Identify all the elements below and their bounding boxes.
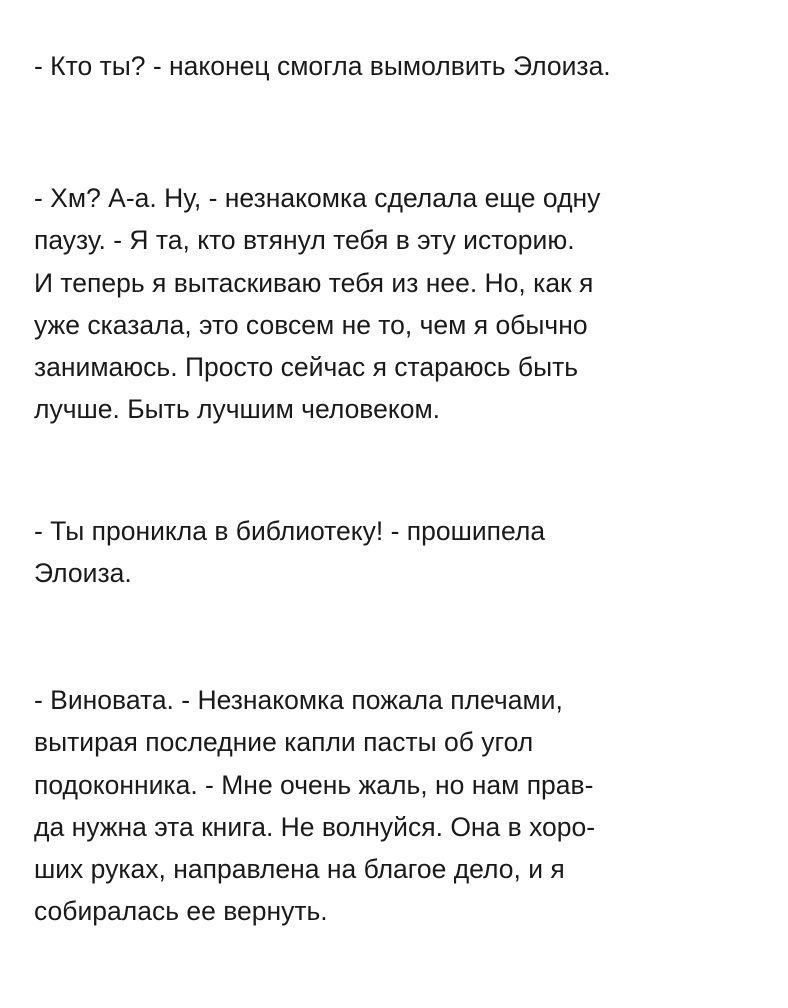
text-line: уже сказала, это совсем не то, чем я обычно: [34, 309, 588, 340]
text-line: - Ты проникла в библиотеку! - прошипела: [34, 516, 546, 546]
text-line: ших руках, направлена на благое дело, и я: [34, 854, 565, 885]
text-line: вытирая последние капли пасты об угол: [34, 727, 534, 758]
paragraph-1: [34, 45, 754, 87]
text-line: - Хм? А-а. Ну, - незнакомка сделала еще одну: [34, 183, 601, 213]
paragraph-2: [34, 177, 754, 431]
text-line: - Виновата. - Незнакомка пожала плечами,: [34, 685, 563, 715]
text-line: занимаюсь. Просто сейчас я стараюсь быть: [34, 352, 579, 383]
text-line: подоконника. - Мне очень жаль, но нам прав-: [34, 769, 594, 800]
text-line: паузу. - Я та, кто втянул тебя в эту историю.: [34, 225, 575, 256]
text-line: - Кто ты? - наконец смогла вымолвить Элоиза.: [34, 51, 611, 81]
text-line: Элоиза.: [34, 558, 132, 589]
text-line: да нужна эта книга. Не волнуйся. Она в хоро-: [34, 811, 596, 842]
paragraph-4: [34, 679, 754, 933]
paragraph-3: [34, 510, 754, 595]
text-line: лучше. Быть лучшим человеком.: [34, 394, 441, 425]
text-line: И теперь я вытаскиваю тебя из нее. Но, как я: [34, 267, 594, 298]
text-line: собиралась ее вернуть.: [34, 896, 328, 927]
